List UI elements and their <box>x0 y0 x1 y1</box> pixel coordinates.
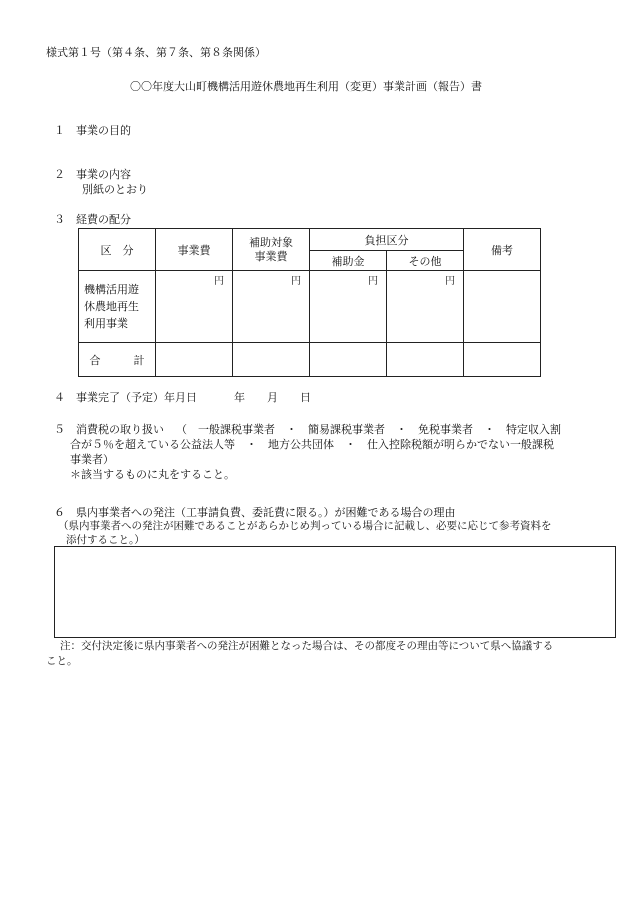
section4-date: 年 月 日 <box>234 391 311 404</box>
section5-options-line2: 合が５％を超えている公益法人等 ・ 地方公共団体 ・ 仕入控除税額が明らかでない一般課税 <box>70 438 554 451</box>
header-burden: 負担区分 <box>310 229 464 251</box>
footnote-line1: 注：交付決定後に県内事業者への発注が困難となった場合は、その都度その理由等について県へ協議する <box>60 640 554 652</box>
row-label-project: 機構活用遊 休農地再生 利用事業 <box>79 271 156 343</box>
cost-allocation-table <box>78 228 541 377</box>
header-subsidy: 補助金 <box>310 251 387 271</box>
section2-heading: ２ 事業の内容 <box>54 168 131 181</box>
cell-total-subsidy <box>310 343 387 377</box>
section1-heading: １ 事業の目的 <box>54 124 131 137</box>
section5-options-line1: （ 一般課税事業者 ・ 簡易課税事業者 ・ 免税事業者 ・ 特定収入割 <box>176 423 561 436</box>
document-title: 〇〇年度大山町機構活用遊休農地再生利用（変更）事業計画（報告）書 <box>130 80 482 93</box>
header-project-cost: 事業費 <box>156 229 233 271</box>
section6-instruction-line2: 添付すること。） <box>66 534 145 546</box>
section6-heading: ６ 県内事業者への発注（工事請負費、委託費に限る。）が困難である場合の理由 <box>54 506 456 519</box>
section5-options-line3: 事業者） <box>70 453 114 466</box>
row-label-total: 合 計 <box>79 343 156 377</box>
section5-note: ＊該当するものに丸をすること。 <box>70 468 235 481</box>
cell-total-eligible-cost <box>233 343 310 377</box>
cell-project-cost: 円 <box>156 271 233 343</box>
cell-total-other <box>387 343 464 377</box>
section6-instruction-line1: （県内事業者への発注が困難であることがあらかじめ判っている場合に記載し、必要に応じて参考資料を <box>58 520 552 532</box>
cell-remarks <box>464 271 541 343</box>
header-category: 区 分 <box>79 229 156 271</box>
section3-heading: ３ 経費の配分 <box>54 213 131 226</box>
section4-heading: ４ 事業完了（予定）年月日 <box>54 391 197 404</box>
header-eligible-cost: 補助対象 事業費 <box>233 229 310 271</box>
cell-other: 円 <box>387 271 464 343</box>
form-number: 様式第１号（第４条、第７条、第８条関係） <box>46 46 266 59</box>
section5-heading: ５ 消費税の取り扱い <box>54 423 164 436</box>
section2-body: 別紙のとおり <box>82 183 148 196</box>
cell-total-remarks <box>464 343 541 377</box>
cell-total-project-cost <box>156 343 233 377</box>
header-remarks: 備考 <box>464 229 541 271</box>
reason-entry-box[interactable] <box>54 546 616 638</box>
header-other: その他 <box>387 251 464 271</box>
footnote-line2: こと。 <box>46 655 78 667</box>
cell-eligible-cost: 円 <box>233 271 310 343</box>
cell-subsidy: 円 <box>310 271 387 343</box>
